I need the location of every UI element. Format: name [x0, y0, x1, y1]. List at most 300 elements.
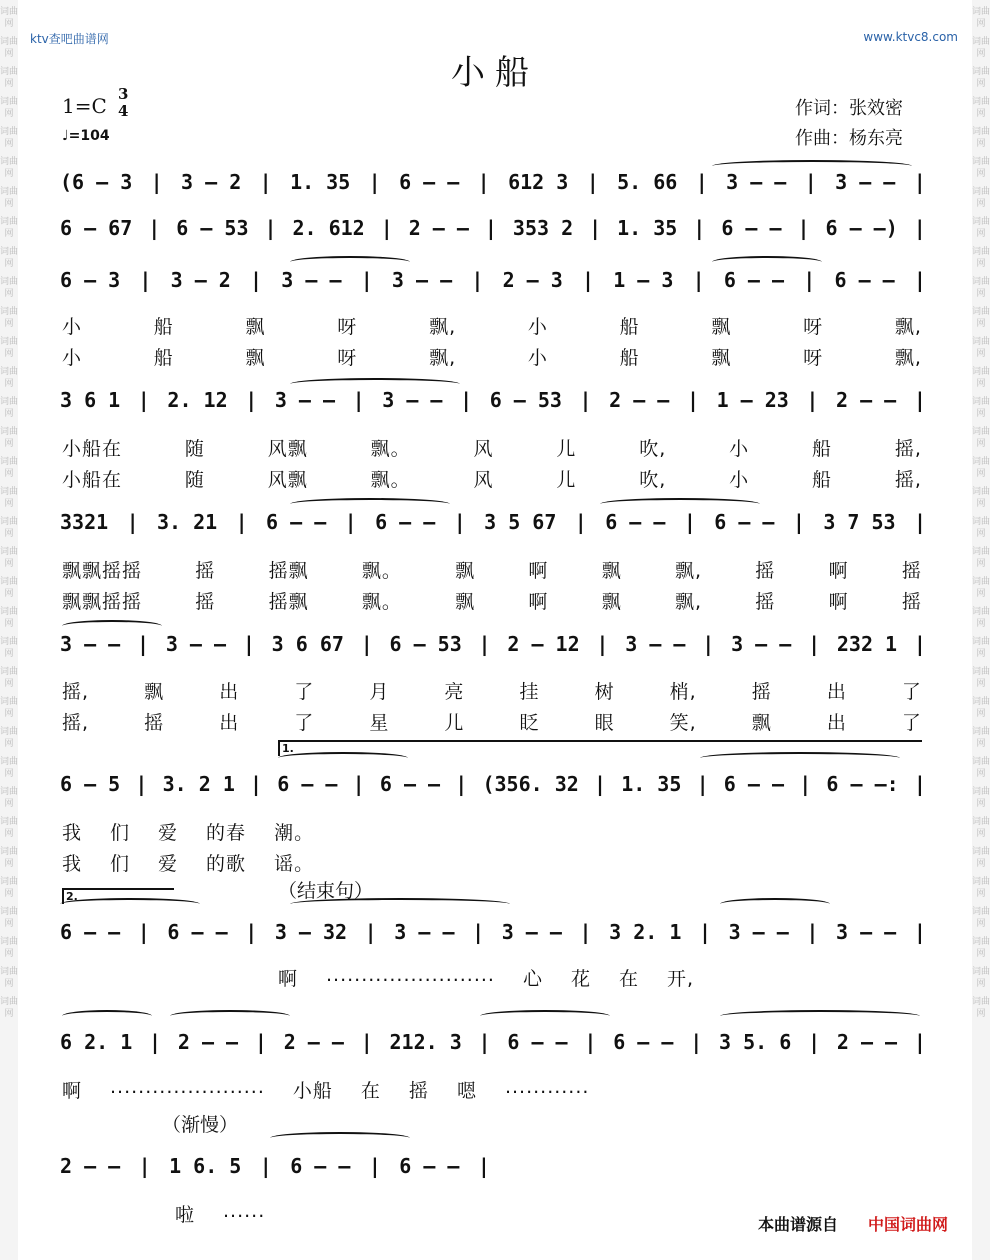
barline: | — [245, 388, 258, 412]
slur — [170, 1010, 290, 1022]
watermark-text: 词曲网 — [972, 337, 990, 359]
lyric-word: 爱 — [158, 853, 179, 875]
lyric-word: 出 — [826, 712, 847, 734]
watermark-text: 词曲网 — [0, 607, 19, 629]
watermark-text: 词曲网 — [0, 187, 19, 209]
score-row — [60, 388, 926, 412]
lyric-word: 星 — [369, 712, 390, 734]
watermark-text: 词曲网 — [0, 127, 19, 149]
lyric-word: 们 — [110, 822, 131, 844]
lyric-word: 飘 — [601, 560, 622, 582]
lyric-word: 我 — [62, 853, 83, 875]
watermark-text: 词曲网 — [0, 367, 19, 389]
lyric-word: 出 — [219, 712, 240, 734]
measure: 3 – – — [382, 388, 443, 412]
measure: 6 – – — [714, 510, 775, 534]
measure: 6 – – — [375, 510, 436, 534]
measure: 3 – – — [731, 632, 792, 656]
watermark-text: 词曲网 — [972, 877, 990, 899]
slur — [480, 1010, 610, 1022]
measure: 3 – – — [394, 920, 455, 944]
measure: 2 – – — [609, 388, 670, 412]
barline: | — [808, 1030, 821, 1054]
lyric-word: 飘飘摇摇 — [62, 560, 143, 582]
barline: | — [792, 510, 805, 534]
lyric-word: 飘 — [601, 591, 622, 613]
volta-2: 2. — [62, 888, 174, 904]
lyricist-credit: 作词：张效密 — [795, 98, 903, 119]
watermark-text: 词曲网 — [0, 937, 19, 959]
lyric-word: 小 — [527, 347, 548, 369]
measure: 3 – 2 — [170, 268, 231, 292]
barline: | — [579, 920, 592, 944]
lyric-word: 出 — [219, 681, 240, 703]
barline: | — [804, 170, 817, 194]
lyric-word: 啊 — [528, 591, 549, 613]
measure: 3 – – — [165, 632, 227, 656]
measure: 6 – 5 — [60, 772, 121, 796]
lyric-word: 飘 — [751, 712, 772, 734]
watermark-text: 词曲网 — [972, 97, 990, 119]
lyric-word: 们 — [110, 853, 131, 875]
watermark-text: 词曲网 — [972, 667, 990, 689]
barline: | — [698, 920, 712, 944]
lyric-word: 花 — [570, 968, 591, 990]
score-row — [60, 268, 926, 292]
lyric-word: 呀 — [803, 347, 824, 369]
lyric-line — [62, 343, 922, 370]
measure: 6 – – — [834, 268, 895, 292]
lyric-line — [62, 587, 922, 614]
lyric-word: ............ — [504, 1076, 590, 1098]
lyric-word: 在 — [360, 1080, 381, 1102]
lyric-word: 摇 — [755, 560, 776, 582]
lyric-word: 树 — [594, 681, 615, 703]
watermark-text: 词曲网 — [0, 577, 19, 599]
barline: | — [368, 170, 381, 194]
lyric-word: 随 — [184, 469, 205, 491]
lyric-word: 吹, — [639, 469, 667, 491]
watermark-text: 词曲网 — [0, 547, 19, 569]
watermark-text: 词曲网 — [972, 637, 990, 659]
watermark-text: 词曲网 — [972, 37, 990, 59]
watermark-text: 词曲网 — [0, 217, 19, 239]
lyric-word: 月 — [369, 681, 390, 703]
slur — [600, 498, 760, 510]
lyric-word: 梢, — [669, 681, 697, 703]
lyric-line — [62, 677, 922, 704]
measure: 6 – – — [723, 772, 785, 796]
lyric-word: 嗯 — [456, 1080, 477, 1102]
lyric-word: 啊 — [62, 1080, 83, 1102]
lyric-word: 呀 — [337, 316, 358, 338]
measure: 3 5. 6 — [719, 1030, 792, 1054]
lyric-word: 飘, — [429, 316, 457, 338]
watermark-text: 词曲网 — [972, 697, 990, 719]
lyric-word: 潮。 — [274, 822, 315, 844]
barline: | — [695, 170, 708, 194]
slur — [62, 620, 162, 632]
measure: 353 2 — [512, 216, 574, 240]
barline: | — [460, 388, 473, 412]
watermark-text: 词曲网 — [972, 577, 990, 599]
measure: 6 – –: — [826, 772, 899, 796]
barline: | — [797, 216, 810, 240]
barline: | — [352, 772, 365, 796]
barline: | — [584, 1030, 597, 1054]
meter-top: 3 — [118, 85, 129, 103]
barline: | — [478, 1030, 491, 1054]
barline: | — [913, 388, 926, 412]
lyric-word: 摇, — [62, 712, 90, 734]
lyric-word: 飘 — [245, 347, 266, 369]
lyric-word: 小 — [729, 469, 750, 491]
lyric-word: 船 — [619, 316, 640, 338]
watermark-text: 词曲网 — [972, 607, 990, 629]
lyric-word: 呀 — [337, 347, 358, 369]
measure: 6 – – — [277, 772, 338, 796]
lyric-word: 小 — [527, 316, 548, 338]
lyric-line — [62, 312, 922, 339]
watermark-text: 词曲网 — [972, 547, 990, 569]
measure: (356. 32 — [482, 772, 579, 796]
barline: | — [913, 170, 926, 194]
slur — [290, 378, 460, 390]
measure: 6 – 67 — [60, 216, 133, 240]
barline: | — [686, 388, 699, 412]
measure: 6 – – — [399, 170, 460, 194]
measure: 6 – – — [723, 268, 785, 292]
lyric-word: 儿 — [556, 469, 577, 491]
measure: 2. 612 — [292, 216, 365, 240]
lyric-word: 风 — [473, 438, 494, 460]
watermark-text: 词曲网 — [972, 187, 990, 209]
measure: 2 – – — [836, 388, 897, 412]
watermark-text: 词曲网 — [0, 757, 19, 779]
score-row — [60, 170, 926, 194]
lyric-word: 摇, — [62, 681, 90, 703]
measure: 6 2. 1 — [60, 1030, 133, 1054]
measure: 6 – – — [605, 510, 666, 534]
lyric-line — [62, 556, 922, 583]
measure: 2. 12 — [167, 388, 228, 412]
slur — [712, 160, 912, 172]
source-left[interactable]: ktv查吧曲谱网 — [30, 32, 109, 46]
watermark-text: 词曲网 — [972, 787, 990, 809]
lyric-line — [62, 465, 922, 492]
barline: | — [574, 510, 587, 534]
lyric-word: 了 — [294, 681, 315, 703]
barline: | — [264, 216, 277, 240]
lyric-word: 眼 — [594, 712, 615, 734]
watermark-text: 词曲网 — [972, 967, 990, 989]
measure: 3 5 67 — [484, 510, 557, 534]
measure: 3 – – — [836, 920, 897, 944]
lyric-word: 船 — [619, 347, 640, 369]
ending-label: （结束句） — [278, 880, 374, 902]
lyric-word: 飘飘摇摇 — [62, 591, 143, 613]
barline: | — [360, 1030, 373, 1054]
watermark-text: 词曲网 — [972, 277, 990, 299]
lyric-word: 摇 — [901, 560, 922, 582]
source-right[interactable]: www.ktvc8.com — [863, 30, 958, 44]
meter-bottom: 4 — [118, 102, 129, 120]
barline: | — [696, 772, 709, 796]
measure: 3 7 53 — [823, 510, 896, 534]
lyric-word: 摇飘 — [268, 591, 309, 613]
barline: | — [806, 920, 819, 944]
score-row — [60, 632, 926, 656]
measure: 3 – – — [726, 170, 787, 194]
barline: | — [242, 632, 255, 656]
lyric-word: 船 — [812, 438, 833, 460]
lyric-word: 飘。 — [370, 469, 411, 491]
measure: 612 3 — [508, 170, 569, 194]
measure: 6 – –) — [825, 216, 898, 240]
tempo-mark: ♩=104 — [62, 128, 110, 144]
slur — [720, 1010, 920, 1022]
measure: 3 – – — [501, 920, 562, 944]
measure: 3 – – — [391, 268, 453, 292]
barline: | — [913, 632, 926, 656]
barline: | — [137, 388, 150, 412]
watermark-text: 词曲网 — [0, 157, 19, 179]
lyric-word: 风飘 — [267, 438, 308, 460]
watermark-text: 词曲网 — [0, 877, 19, 899]
measure: 2 – 3 — [502, 268, 563, 292]
barline: | — [913, 920, 926, 944]
barline: | — [913, 216, 926, 240]
barline: | — [586, 170, 599, 194]
watermark-text: 词曲网 — [0, 997, 19, 1019]
lyric-word: 摇 — [755, 591, 776, 613]
lyric-word: 飘, — [674, 560, 703, 582]
measure: 6 – – — [290, 1154, 351, 1178]
watermark-text: 词曲网 — [0, 307, 19, 329]
barline: | — [364, 920, 377, 944]
watermark-text: 词曲网 — [0, 907, 19, 929]
score-row — [60, 1154, 490, 1178]
slur — [290, 498, 450, 510]
lyric-word: 飘。 — [370, 438, 411, 460]
watermark-text: 词曲网 — [0, 487, 19, 509]
measure: 2 – – — [836, 1030, 898, 1054]
watermark-text: 词曲网 — [0, 697, 19, 719]
time-signature — [118, 86, 128, 120]
barline: | — [806, 388, 819, 412]
watermark-text: 词曲网 — [0, 637, 19, 659]
measure: 3 – – — [625, 632, 686, 656]
barline: | — [250, 772, 263, 796]
measure: 3. 2 1 — [162, 772, 235, 796]
barline: | — [471, 268, 484, 292]
measure: 232 1 — [836, 632, 898, 656]
lyric-word: 摇 — [901, 591, 922, 613]
watermark-text: 词曲网 — [0, 817, 19, 839]
score-row — [60, 216, 926, 240]
lyric-word: 小 — [62, 316, 83, 338]
barline: | — [139, 268, 152, 292]
watermark-text: 词曲网 — [972, 757, 990, 779]
measure: 5. 66 — [617, 170, 678, 194]
lyric-word: 笑, — [669, 712, 697, 734]
measure: 3 – – — [281, 268, 342, 292]
lyric-word: 小 — [729, 438, 750, 460]
lyric-word: 心 — [522, 968, 543, 990]
measure: 6 – – — [721, 216, 782, 240]
barline: | — [250, 268, 263, 292]
measure: 3321 — [60, 510, 109, 534]
measure: 6 – – — [167, 920, 228, 944]
measure: 3 – – — [60, 632, 121, 656]
measure: 3 – – — [274, 388, 336, 412]
lyric-word: 爱 — [158, 822, 179, 844]
watermark-text: 词曲网 — [972, 937, 990, 959]
lyric-word: 的歌 — [206, 853, 247, 875]
lyric-word: 亮 — [444, 681, 465, 703]
score-row — [60, 772, 926, 796]
measure: 6 – – — [399, 1154, 460, 1178]
lyric-word: 啦 — [175, 1204, 196, 1226]
lyric-word: 出 — [826, 681, 847, 703]
lyric-line — [62, 1076, 922, 1103]
key-signature: 1=C — [62, 94, 107, 118]
lyric-word: 飘 — [144, 681, 165, 703]
lyric-line — [62, 818, 922, 845]
barline: | — [692, 268, 705, 292]
watermark-text: 词曲网 — [972, 847, 990, 869]
barline: | — [352, 388, 365, 412]
measure: 1 6. 5 — [169, 1154, 242, 1178]
barline: | — [235, 510, 248, 534]
barline: | — [149, 1030, 162, 1054]
slur — [62, 1010, 152, 1022]
lyric-word: 飘, — [894, 347, 922, 369]
lyric-word: 飘 — [245, 316, 266, 338]
watermark-text: 词曲网 — [972, 157, 990, 179]
measure: 6 – – — [507, 1030, 568, 1054]
lyric-word: 啊 — [528, 560, 549, 582]
footer-source-site[interactable]: 中国词曲网 — [868, 1215, 949, 1234]
watermark-text: 词曲网 — [972, 127, 990, 149]
barline: | — [360, 632, 373, 656]
lyric-word: 随 — [184, 438, 205, 460]
lyric-word: 了 — [294, 712, 315, 734]
lyric-word: 摇飘 — [268, 560, 309, 582]
measure: 3 – – — [728, 920, 789, 944]
lyric-word: 呀 — [803, 316, 824, 338]
watermark-text: 词曲网 — [972, 247, 990, 269]
barline: | — [150, 170, 163, 194]
barline: | — [344, 510, 357, 534]
watermark-text: 词曲网 — [972, 367, 990, 389]
measure: 3 2. 1 — [609, 920, 682, 944]
barline: | — [254, 1030, 267, 1054]
lyric-word: 在 — [619, 968, 640, 990]
volta-1: 1. — [278, 740, 922, 756]
watermark-text: 词曲网 — [0, 97, 19, 119]
watermark-text: 词曲网 — [0, 967, 19, 989]
lyric-word: ...................... — [110, 1076, 265, 1098]
watermark-text: 词曲网 — [972, 7, 990, 29]
watermark-text: 词曲网 — [0, 277, 19, 299]
barline: | — [581, 268, 595, 292]
score-row — [60, 1030, 926, 1054]
left-watermark-strip — [0, 0, 18, 1260]
lyric-word: 船 — [153, 347, 174, 369]
watermark-text: 词曲网 — [972, 727, 990, 749]
lyric-word: 啊 — [828, 591, 849, 613]
lyric-word: 小船在 — [62, 469, 123, 491]
watermark-text: 词曲网 — [972, 427, 990, 449]
barline: | — [135, 772, 148, 796]
measure: 2 – – — [408, 216, 469, 240]
lyric-word: 飘。 — [361, 560, 402, 582]
watermark-text: 词曲网 — [972, 67, 990, 89]
watermark-text: 词曲网 — [0, 667, 19, 689]
measure: 6 – – — [60, 920, 121, 944]
barline: | — [137, 632, 150, 656]
right-watermark-strip — [972, 0, 990, 1260]
barline: | — [259, 170, 272, 194]
lyric-word: 眨 — [519, 712, 540, 734]
measure: 3 – – — [835, 170, 896, 194]
lyric-word: 风飘 — [267, 469, 308, 491]
measure: 6 – – — [379, 772, 441, 796]
lyric-line — [62, 434, 922, 461]
measure: 2 – – — [177, 1030, 239, 1054]
score-row — [60, 920, 926, 944]
measure: 6 – 53 — [176, 216, 249, 240]
measure: 3. 21 — [157, 510, 218, 534]
composer-credit: 作曲：杨东亮 — [795, 128, 903, 149]
lyric-word: 飘, — [894, 316, 922, 338]
watermark-text: 词曲网 — [972, 457, 990, 479]
watermark-text: 词曲网 — [0, 517, 19, 539]
barline: | — [380, 216, 393, 240]
lyric-word: 船 — [153, 316, 174, 338]
measure: 6 – 53 — [489, 388, 562, 412]
lyric-word: 飘 — [455, 560, 476, 582]
watermark-text: 词曲网 — [972, 217, 990, 239]
lyric-word: 摇, — [894, 438, 922, 460]
measure: 3 6 1 — [60, 388, 121, 412]
lyric-line — [62, 708, 922, 735]
measure: 1. 35 — [621, 772, 682, 796]
watermark-text: 词曲网 — [0, 37, 19, 59]
watermark-text: 词曲网 — [972, 397, 990, 419]
lyric-word: 儿 — [444, 712, 465, 734]
lyric-line — [62, 849, 922, 876]
measure: 3 – 32 — [274, 920, 348, 944]
watermark-text: 词曲网 — [0, 337, 19, 359]
barline: | — [472, 920, 485, 944]
lyric-word: 飘 — [711, 347, 732, 369]
slur — [270, 1132, 410, 1144]
lyric-line — [278, 964, 990, 991]
watermark-text: 词曲网 — [972, 817, 990, 839]
barline: | — [455, 772, 468, 796]
lyric-word: 风 — [473, 469, 494, 491]
measure: 6 – 3 — [60, 268, 121, 292]
lyric-word: 摇, — [894, 469, 922, 491]
watermark-text: 词曲网 — [0, 397, 19, 419]
lyric-word: 吹, — [639, 438, 667, 460]
slur — [712, 256, 822, 268]
barline: | — [702, 632, 715, 656]
barline: | — [477, 1154, 490, 1178]
watermark-text: 词曲网 — [972, 997, 990, 1019]
